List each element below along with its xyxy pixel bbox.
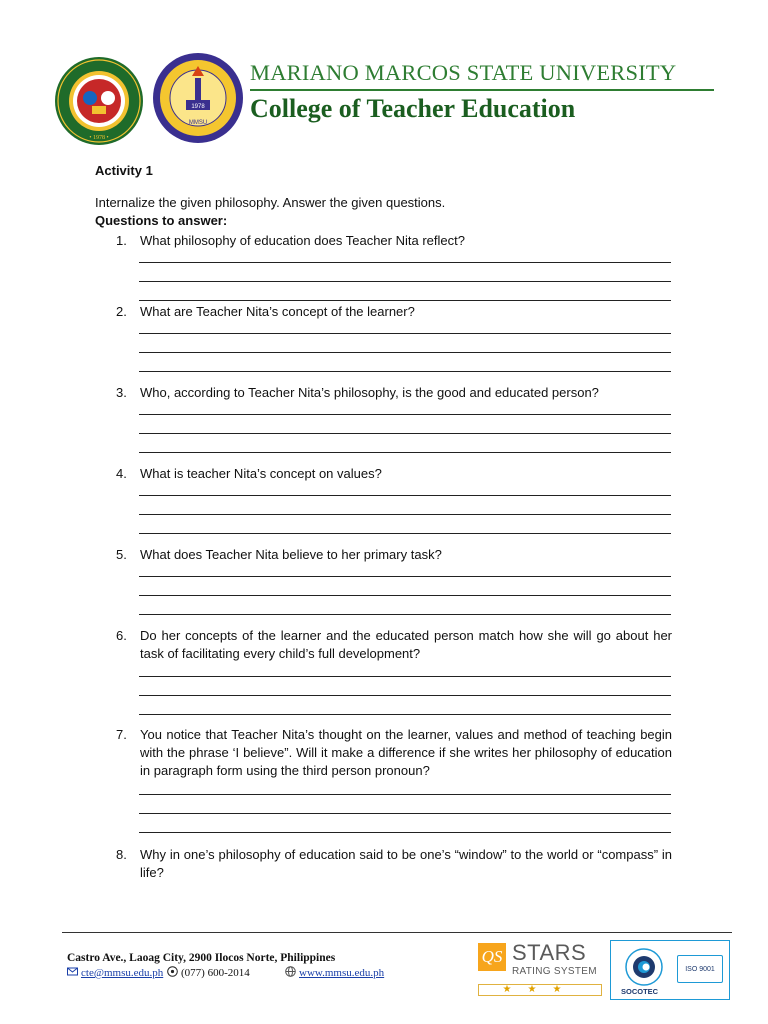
college-name: College of Teacher Education <box>250 94 576 123</box>
answer-line[interactable] <box>139 495 671 496</box>
phone-contact <box>167 966 250 979</box>
answer-line[interactable] <box>139 514 671 515</box>
question-text: What does Teacher Nita believe to her primary task? <box>140 547 442 562</box>
star-icon: ★ <box>527 984 553 995</box>
question-number: 3. <box>116 385 127 400</box>
answer-line[interactable] <box>139 695 671 696</box>
question-text: What is teacher Nita’s concept on values? <box>140 466 382 481</box>
website-link[interactable]: www.mmsu.edu.ph <box>299 967 385 979</box>
answer-line[interactable] <box>139 614 671 615</box>
question-item <box>116 846 672 882</box>
answer-line[interactable] <box>139 452 671 453</box>
qs-rating-label: RATING SYSTEM <box>512 966 597 977</box>
answer-line[interactable] <box>139 714 671 715</box>
question-item <box>116 627 672 663</box>
svg-text:• 1978 •: • 1978 • <box>89 135 109 141</box>
question-text: What philosophy of education does Teacher Nita reflect? <box>140 233 465 248</box>
question-text: Do her concepts of the learner and the educated person match how she will go about her task of facilitating every child’s full development? <box>140 628 672 661</box>
answer-line[interactable] <box>139 832 671 833</box>
question-number: 2. <box>116 304 127 319</box>
question-item <box>116 546 672 564</box>
question-text: Why in one’s philosophy of education said to be one’s “window” to the world or “compass” in life? <box>140 847 672 880</box>
socotec-label: SOCOTEC <box>621 987 659 996</box>
mmsu-seal-logo <box>54 56 144 146</box>
university-name: MARIANO MARCOS STATE UNIVERSITY <box>250 60 677 85</box>
header-divider <box>250 89 714 91</box>
phone-number: (077) 600-2014 <box>181 967 250 979</box>
email-contact[interactable] <box>67 966 163 979</box>
answer-line[interactable] <box>139 433 671 434</box>
question-item <box>116 303 672 321</box>
answer-line[interactable] <box>139 352 671 353</box>
answer-line[interactable] <box>139 281 671 282</box>
question-item <box>116 465 672 483</box>
star-icon: ★ <box>502 984 528 995</box>
question-number: 6. <box>116 628 127 643</box>
answer-line[interactable] <box>139 371 671 372</box>
answer-line[interactable] <box>139 576 671 577</box>
footer-address: Castro Ave., Laoag City, 2900 Ilocos Norte, Philippines <box>67 952 336 964</box>
question-number: 5. <box>116 547 127 562</box>
qs-star-rating <box>478 984 602 996</box>
question-text: You notice that Teacher Nita’s thought on the learner, values and method of teaching begin with the phrase ‘I believe”. Will it make a difference if she writes her philosophy of education in paragraph form using the third person pronoun? <box>140 727 672 778</box>
star-icon: ★ <box>552 984 578 995</box>
questions-heading: Questions to answer: <box>95 213 228 228</box>
answer-line[interactable] <box>139 262 671 263</box>
answer-line[interactable] <box>139 813 671 814</box>
answer-line[interactable] <box>139 414 671 415</box>
phone-icon <box>167 966 178 977</box>
answer-line[interactable] <box>139 595 671 596</box>
answer-line[interactable] <box>139 300 671 301</box>
question-item <box>116 726 672 780</box>
answer-line[interactable] <box>139 794 671 795</box>
footer-divider <box>62 932 732 933</box>
website-contact[interactable] <box>285 966 384 979</box>
instructions-text: Internalize the given philosophy. Answer the given questions. <box>95 195 446 210</box>
question-text: Who, according to Teacher Nita’s philosophy, is the good and educated person? <box>140 385 599 400</box>
answer-line[interactable] <box>139 533 671 534</box>
svg-text:1978: 1978 <box>191 104 205 110</box>
svg-text:MMSU: MMSU <box>188 120 208 126</box>
question-item <box>116 384 672 402</box>
question-number: 8. <box>116 847 127 862</box>
globe-icon <box>285 966 296 977</box>
answer-line[interactable] <box>139 676 671 677</box>
email-link[interactable]: cte@mmsu.edu.ph <box>81 967 164 979</box>
activity-title: Activity 1 <box>95 163 153 178</box>
question-item <box>116 232 672 250</box>
email-icon <box>67 966 78 977</box>
answer-line[interactable] <box>139 333 671 334</box>
iso-label: ISO 9001 <box>677 955 723 983</box>
question-text: What are Teacher Nita’s concept of the learner? <box>140 304 415 319</box>
qs-stars-badge <box>478 940 604 998</box>
question-number: 1. <box>116 233 127 248</box>
qs-logo: QS <box>478 943 506 971</box>
cte-seal-logo <box>152 52 244 144</box>
socotec-iso-badge <box>610 940 730 1000</box>
question-number: 7. <box>116 727 127 742</box>
qs-stars-label: STARS <box>512 940 587 965</box>
question-number: 4. <box>116 466 127 481</box>
